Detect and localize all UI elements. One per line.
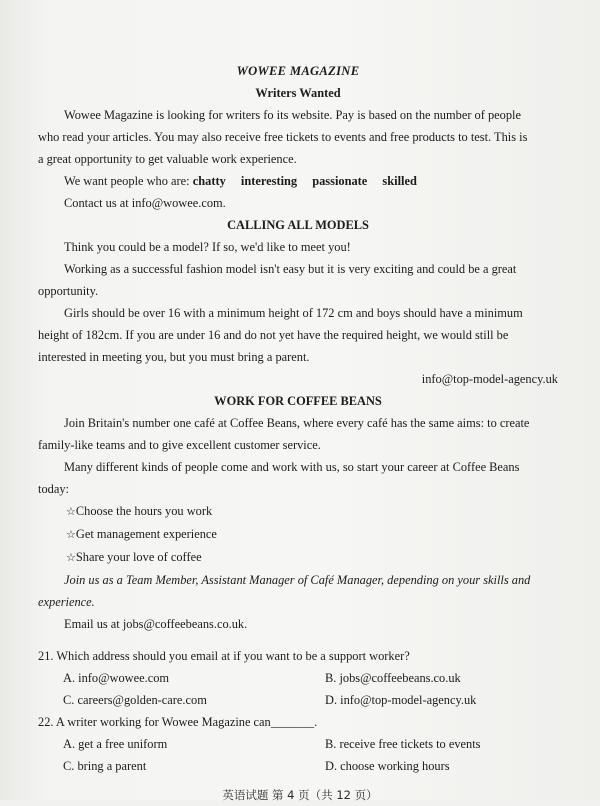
question-21-stem: 21. Which address should you email at if you want to be a support worker? — [38, 649, 410, 663]
coffee-line1: Join Britain's number one café at Coffee Beans, where every café has the same aims: to create — [64, 416, 530, 430]
models-line2: Working as a successful fashion model isn't easy but it is very exciting and could be a great — [64, 262, 517, 276]
models-email: info@top-model-agency.uk — [421, 372, 558, 386]
star-icon: ☆ — [66, 551, 76, 564]
quality-interesting: interesting — [240, 174, 298, 188]
q22-option-b: B. receive free tickets to events — [325, 737, 481, 751]
coffee-bullet — [38, 523, 558, 546]
questions-section — [38, 645, 558, 777]
q21-option-d: D. info@top-model-agency.uk — [325, 693, 477, 707]
question-21-options — [38, 667, 558, 711]
magazine-title: WOWEE MAGAZINE — [236, 64, 360, 78]
q21-option-b: B. jobs@coffeebeans.co.uk — [325, 671, 461, 685]
coffee-bullet — [38, 546, 558, 569]
models-heading: CALLING ALL MODELS — [227, 218, 369, 232]
writers-para1-line3: a great opportunity to get valuable work experience. — [38, 152, 297, 166]
coffee-heading: WORK FOR COFFEE BEANS — [214, 394, 382, 408]
writers-contact: Contact us at info@wowee.com. — [64, 196, 226, 210]
models-line6: interested in meeting you, but you must bring a parent. — [38, 350, 310, 364]
star-icon: ☆ — [66, 505, 76, 518]
coffee-line3: Many different kinds of people come and work with us, so start your career at Coffee Beans — [64, 460, 520, 474]
qualities-label: We want people who are: — [64, 174, 190, 188]
bullet-text: Choose the hours you work — [75, 504, 213, 518]
models-line1: Think you could be a model? If so, we'd like to meet you! — [64, 240, 351, 254]
coffee-line2: family-like teams and to give excellent customer service. — [38, 438, 321, 452]
writers-para1-line1: Wowee Magazine is looking for writers fo its website. Pay is based on the number of people — [64, 108, 522, 122]
coffee-note-line2: experience. — [38, 595, 95, 609]
q21-option-a: A. info@wowee.com — [63, 671, 170, 685]
bullet-text: Share your love of coffee — [75, 550, 202, 564]
star-icon: ☆ — [66, 528, 76, 541]
q22-option-c: C. bring a parent — [63, 759, 147, 773]
coffee-email: Email us at jobs@coffeebeans.co.uk. — [64, 617, 248, 631]
bullet-text: Get management experience — [75, 527, 217, 541]
q22-option-d: D. choose working hours — [325, 759, 450, 773]
q21-option-c: C. careers@golden-care.com — [63, 693, 207, 707]
page-footer: 英语试题 第 4 页（共 12 页） — [222, 788, 378, 802]
models-line5: height of 182cm. If you are under 16 and do not yet have the required height, we would still be — [38, 328, 509, 342]
quality-passionate: passionate — [312, 174, 368, 188]
quality-skilled: skilled — [382, 174, 417, 188]
q22-option-a: A. get a free uniform — [63, 737, 168, 751]
question-22-options — [38, 733, 558, 777]
coffee-line4: today: — [38, 482, 69, 496]
models-line4: Girls should be over 16 with a minimum height of 172 cm and boys should have a minimum — [64, 306, 523, 320]
writers-para1-line2: who read your articles. You may also receive free tickets to events and free products to test. This is — [38, 130, 528, 144]
coffee-note-line1: Join us as a Team Member, Assistant Manager of Café Manager, depending on your skills and — [64, 573, 531, 587]
coffee-bullet — [38, 500, 558, 523]
writers-qualities-line — [38, 170, 558, 192]
quality-chatty: chatty — [192, 174, 226, 188]
writers-heading: Writers Wanted — [255, 86, 341, 100]
models-line3: opportunity. — [38, 284, 99, 298]
question-22-stem: 22. A writer working for Wowee Magazine can_______. — [38, 715, 318, 729]
page-content — [38, 60, 558, 777]
